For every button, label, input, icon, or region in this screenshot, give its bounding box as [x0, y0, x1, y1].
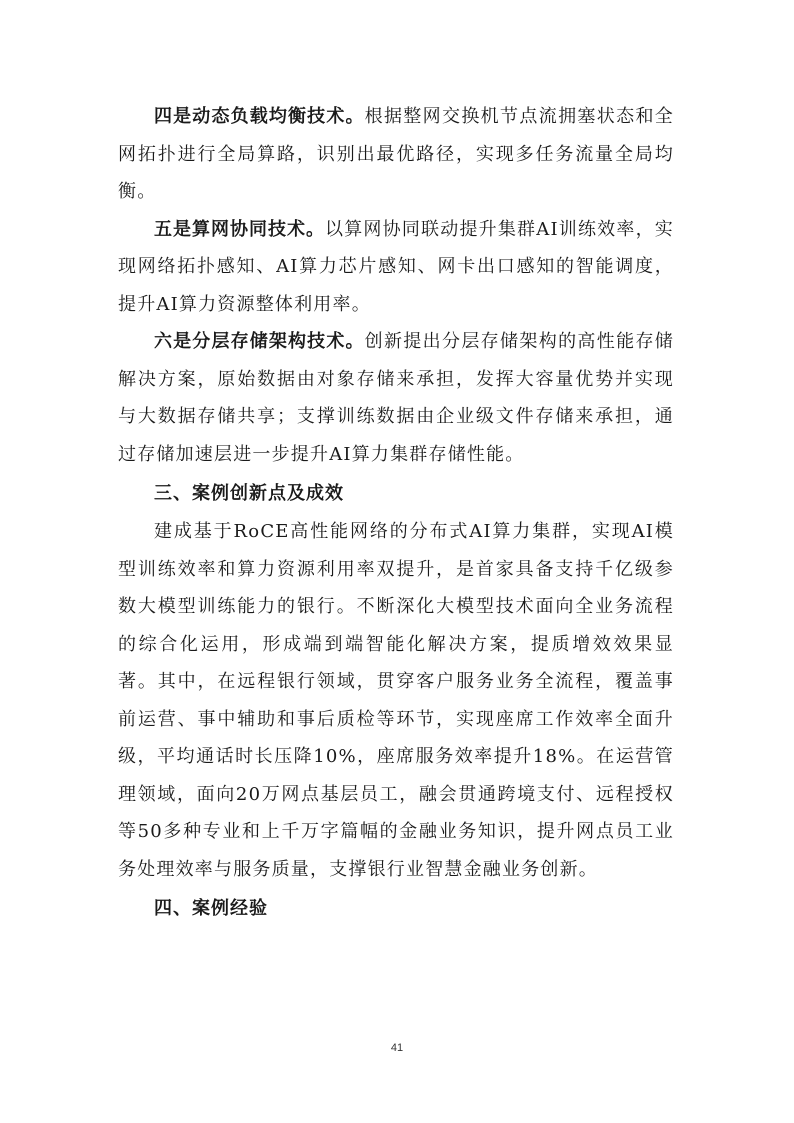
paragraph-tiered-storage	[118, 323, 674, 473]
paragraph-text: 根据整网交换机节点流拥塞状态和全网拓扑进行全局算路，识别出最优路径，实现多任务流量全局均衡。	[118, 106, 674, 202]
paragraph-text: 以算网协同联动提升集群AI训练效率，实现网络拓扑感知、AI算力芯片感知、网卡出口感知的智能调度，提升AI算力资源整体利用率。	[118, 218, 674, 315]
section-heading-experience: 四、案例经验	[154, 898, 268, 919]
page-number: 41	[390, 1042, 404, 1054]
paragraph-lead: 五是算网协同技术。	[154, 218, 326, 240]
paragraph-innovation-results: 建成基于RoCE高性能网络的分布式AI算力集群，实现AI模型训练效率和算力资源利用率双提升，是首家具备支持千亿级参数大模型训练能力的银行。不断深化大模型技术面向全业务流程的综合化运用，形成端到端智能化解决方案，提质增效效果显著。其中，在远程银行领域，贯穿客户服务业务全流程，覆盖事前运营、事中辅助和事后质检等环节，实现座席工作效率全面升级，平均通话时长压降10%，座席服务效率提升18%。在运营管理领域，面向20万网点基层员工，融会贯通跨境支付、远程授权等50多种专业和上千万字篇幅的金融业务知识，提升网点员工业务处理效率与服务质量，支撑银行业智慧金融业务创新。	[118, 521, 674, 880]
paragraph-text: 创新提出分层存储架构的高性能存储解决方案，原始数据由对象存储来承担，发挥大容量优势并实现与大数据存储共享；支撑训练数据由企业级文件存储来承担，通过存储加速层进一步提升AI算力集群存储性能。	[118, 331, 674, 465]
paragraph-lead: 四是动态负载均衡技术。	[154, 106, 365, 127]
paragraph-load-balancing	[118, 98, 674, 211]
paragraph-compute-network	[118, 211, 674, 324]
page-content	[118, 98, 674, 928]
paragraph-lead: 六是分层存储架构技术。	[154, 331, 365, 352]
section-heading-innovation: 三、案例创新点及成效	[154, 483, 344, 504]
